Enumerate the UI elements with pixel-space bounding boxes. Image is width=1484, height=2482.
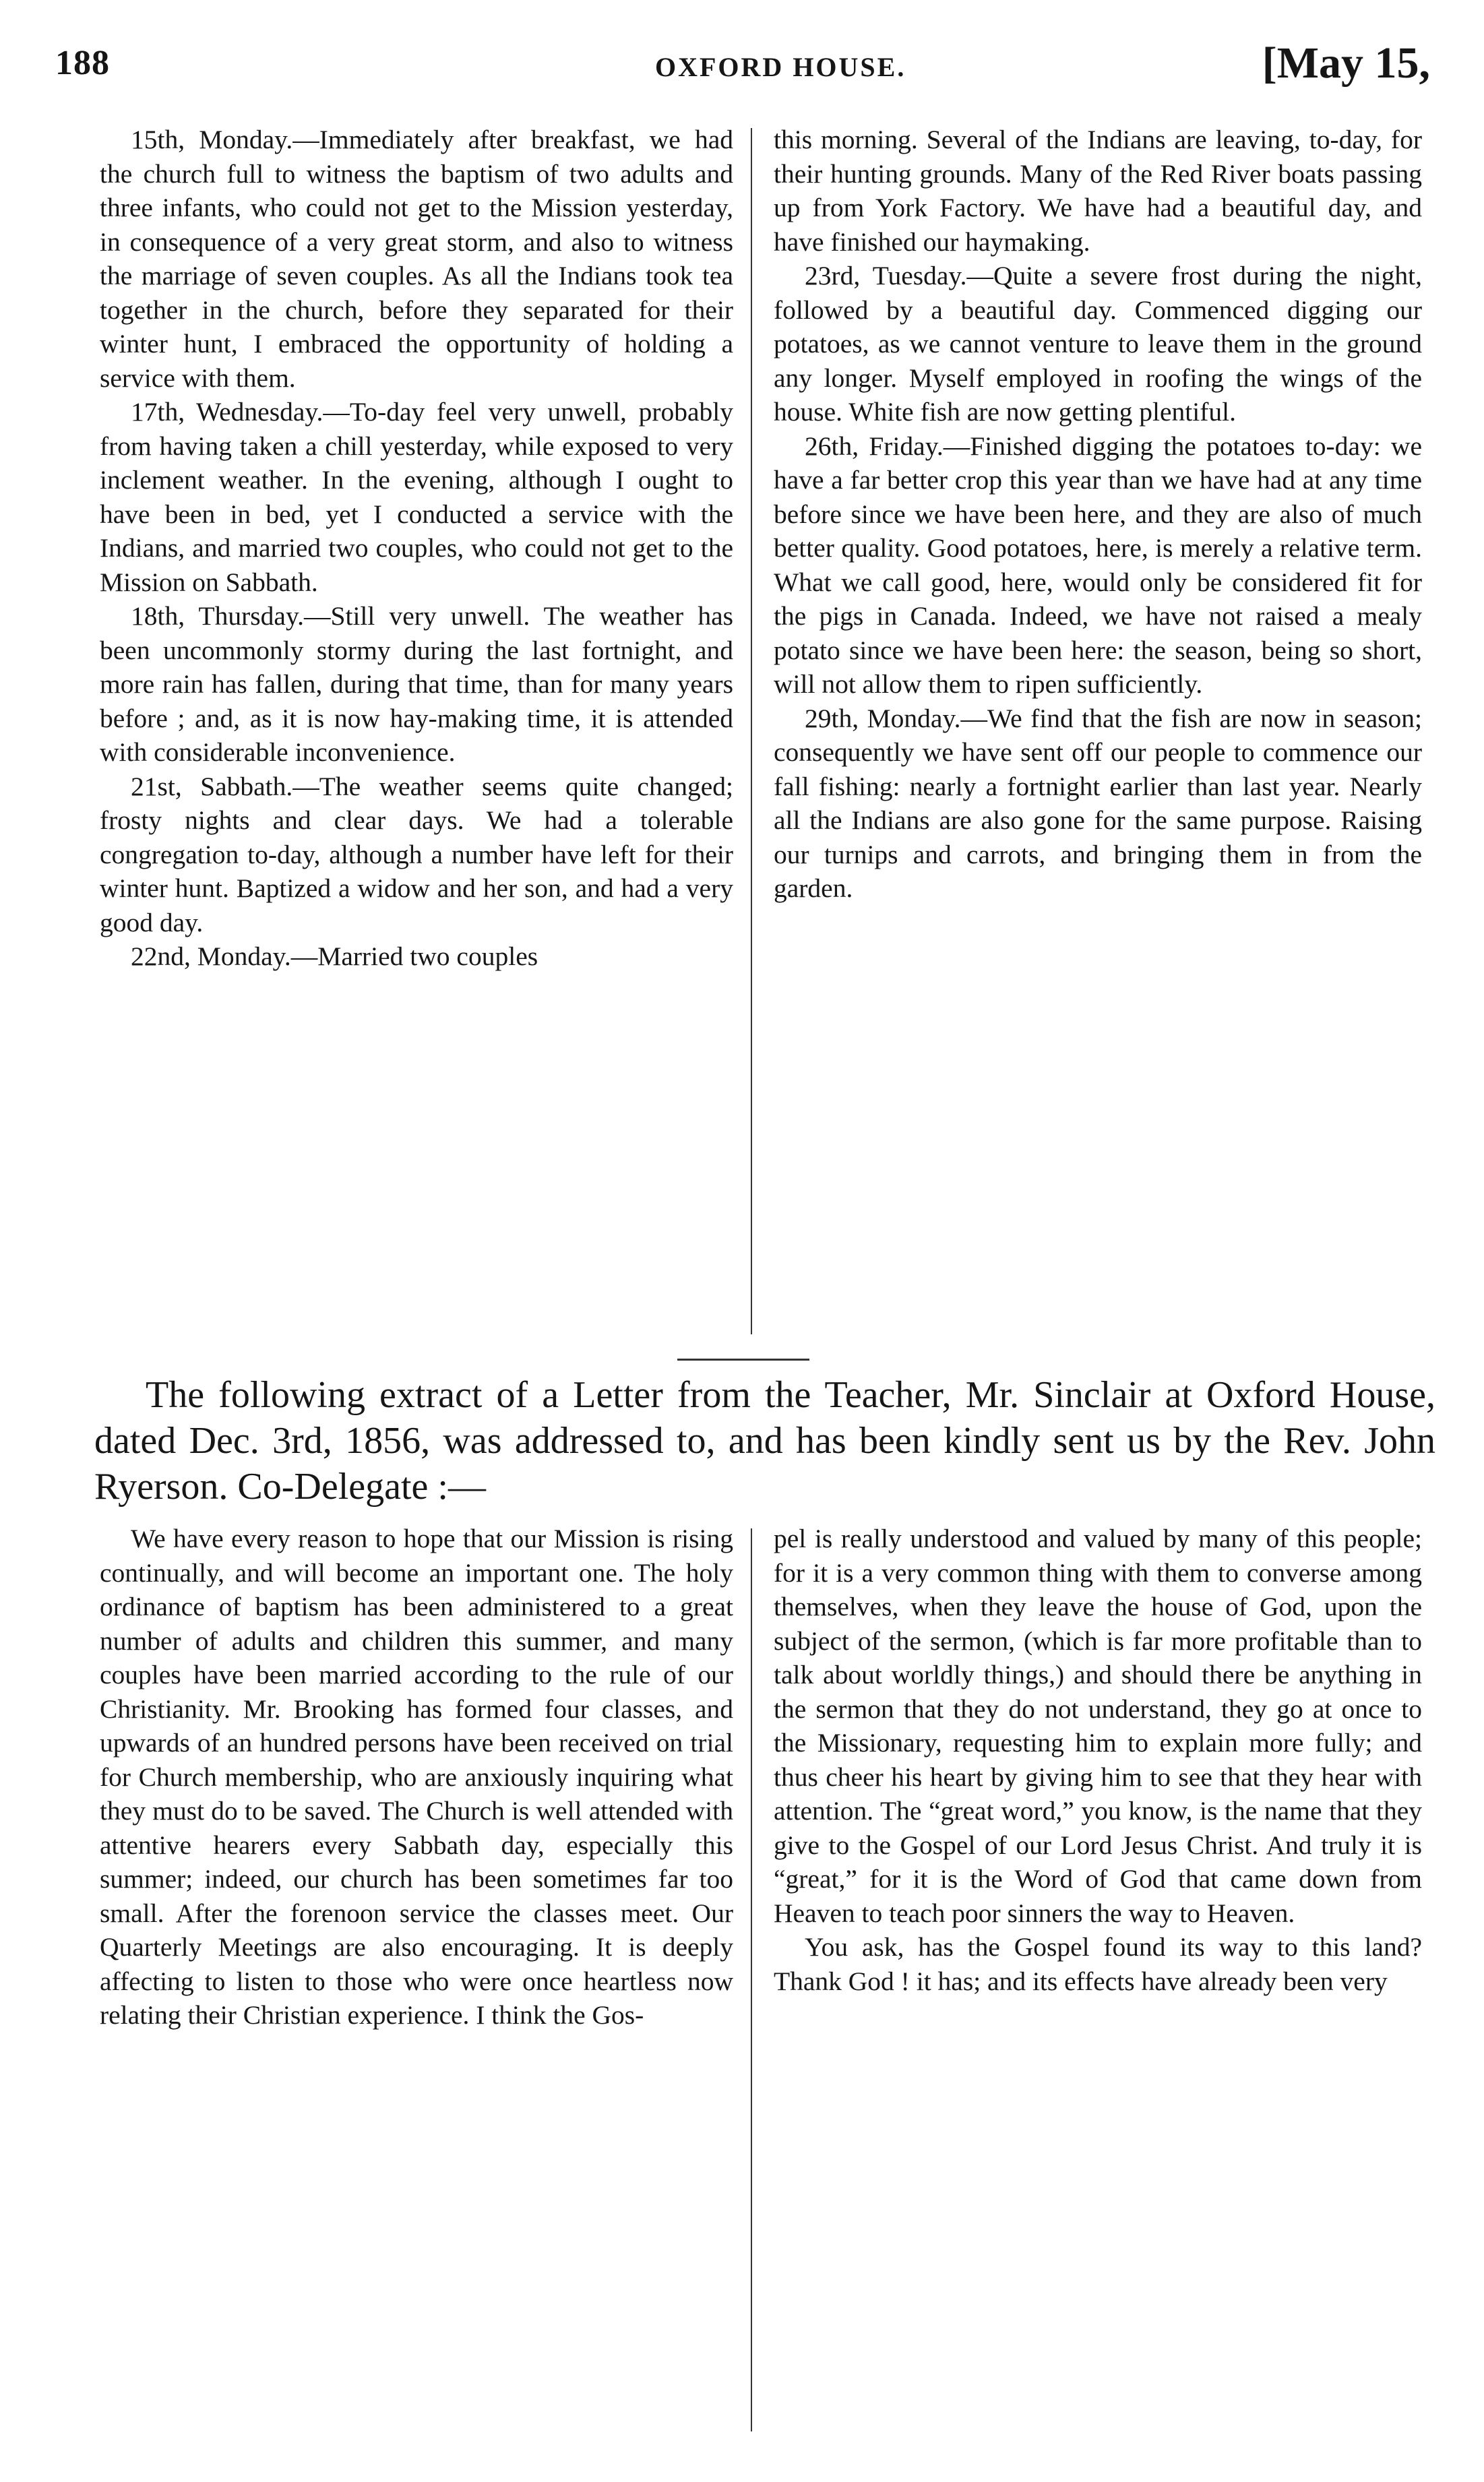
issue-date: [May 15, [1262,38,1430,88]
letter-paragraph-1-continued: pel is really understood and valued by many of this people; for it is a very common thing with them to converse among themselves, when they leave the house of God, upon the subject of the sermon, (which is far more profitable than to talk about worldly things,) and should there be anything in the sermon that they do not understand, they go at once to the Missionary, requesting him to explain more fully; and thus cheer his heart by giving him to see that they hear with attention. The “great word,” you know, is the name that they give to the Gospel of our Lord Jesus Christ. And truly it is “great,” for it is the Word of God that came down from Heaven to teach poor sinners the way to Heaven. [774,1524,1422,1928]
page-number: 188 [55,44,110,82]
journal-entry-22nd-continued: this morning. Several of the Indians are leaving, to-day, for their hunting grounds. Many of the Red River boats passing up from York Factory. We have had a beautiful day, and have finished our haymaking. [774,125,1422,257]
journal-entry-17th: 17th, Wednesday.—To-day feel very unwell, probably from having taken a chill yesterday, while exposed to very inclement weather. In the evening, although I ought to have been in bed, yet I conducted a service with the Indians, and married two couples, who could not get to the Mission on Sabbath. [100,397,733,597]
journal-entry-21st: 21st, Sabbath.—The weather seems quite changed; frosty nights and clear days. We had a tolerable congregation to-day, although a number have left for their winter hunt. Baptized a widow and her son, and had a very good day. [100,771,733,937]
section-divider [677,1359,809,1361]
journal-entry-15th: 15th, Monday.—Immediately after breakfast, we had the church full to witness the baptism of two adults and three infants, who could not get to the Mission yesterday, in consequence of a very great storm, and also to witness the marriage of seven couples. As all the Indians took tea together in the church, before they separated for their winter hunt, I embraced the opportunity of holding a service with them. [100,125,733,393]
journal-entry-23rd: 23rd, Tuesday.—Quite a severe frost during the night, followed by a beautiful day. Commenced digging our potatoes, as we cannot venture to leave them in the ground any longer. Myself employed in roofing the wings of the house. White fish are now getting plentiful. [774,261,1422,427]
letter-introduction-text: The following extract of a Letter from the Teacher, Mr. Sinclair at Oxford House, dated Dec. 3rd, 1856, was addressed to, and has been kindly sent us by the Rev. John Ryerson. Co-Delegate :— [94,1374,1435,1508]
column-divider [751,128,752,1334]
journal-entry-29th: 29th, Monday.—We find that the fish are now in season; consequently we have sent off our people to commence our fall fishing: nearly a fortnight earlier than last year. Nearly all the Indians are also gone for the same purpose. Raising our turnips and carrots, and bringing them in from the garden. [774,703,1422,903]
letter-introduction [94,1372,1435,1510]
running-header [55,38,1430,97]
letter-paragraph-1: We have every reason to hope that our Mission is rising continually, and will become an important one. The holy ordinance of baptism has been administered to a great number of adults and children this summer, and many couples have been married according to the rule of our Christianity. Mr. Brooking has formed four classes, and upwards of an hundred persons have been received on trial for Church membership, who are anxiously inquiring what they must do to be saved. The Church is well attended with attentive hearers every Sabbath day, especially this summer; indeed, our church has been sometimes far too small. After the forenoon service the classes meet. Our Quarterly Meetings are also encouraging. It is deeply affecting to listen to those who were once heartless now relating their Christian experience. I think the Gos- [100,1524,733,2030]
journal-entry-22nd: 22nd, Monday.—Married two couples [131,941,538,971]
column-divider [751,1528,752,2431]
running-title: OXFORD HOUSE. [655,52,906,82]
letter-paragraph-2: You ask, has the Gospel found its way to this land? Thank God ! it has; and its effects have already been very [774,1932,1422,1996]
journal-entry-18th: 18th, Thursday.—Still very unwell. The weather has been uncommonly stormy during the last fortnight, and more rain has fallen, during that time, than for many years before ; and, as it is now hay-making time, it is attended with considerable inconvenience. [100,601,733,767]
journal-right-column [774,123,1422,906]
letter-left-column [100,1522,733,2033]
journal-left-column [100,123,733,974]
letter-right-column [774,1522,1422,1998]
journal-entry-26th: 26th, Friday.—Finished digging the potatoes to-day: we have a far better crop this year than we have had at any time before since we have been here, and they are also of much better quality. Good potatoes, here, is merely a relative term. What we call good, here, would only be considered fit for the pigs in Canada. Indeed, we have not raised a mealy potato since we have been here: the season, being so short, will not allow them to ripen sufficiently. [774,431,1422,699]
